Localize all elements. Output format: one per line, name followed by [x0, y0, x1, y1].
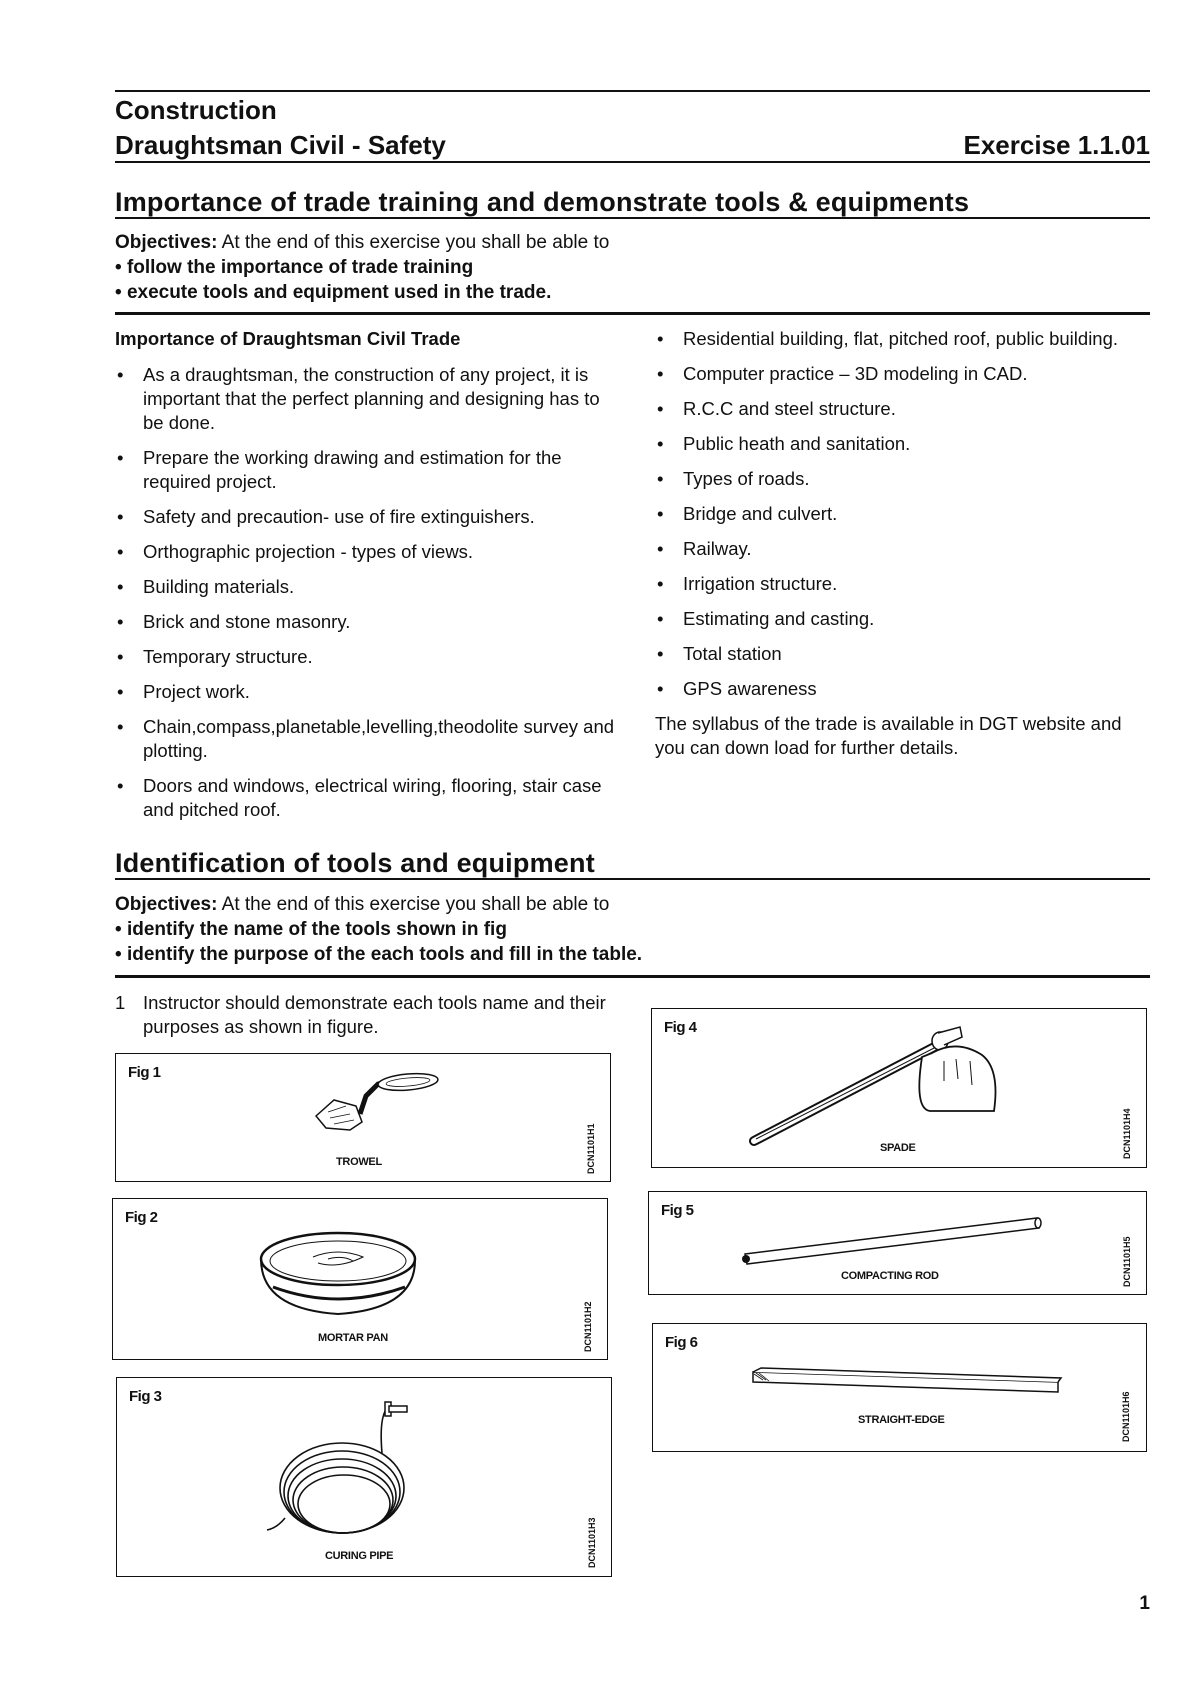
section2-title-rule: [115, 878, 1150, 880]
figure-caption: MORTAR PAN: [318, 1332, 388, 1344]
figure-caption: CURING PIPE: [325, 1550, 394, 1562]
right-bullet-list: [655, 327, 1150, 701]
figure-spade: [651, 1008, 1147, 1168]
figure-curing-pipe: [116, 1377, 612, 1577]
list-item: • Prepare the working drawing and estimation for the required project.: [115, 446, 620, 494]
list-item: • Public heath and sanitation.: [655, 432, 1150, 456]
objective-item: • identify the purpose of the each tools and fill in the table.: [115, 944, 643, 965]
header-subject: Construction: [115, 95, 277, 125]
step-text: Instructor should demonstrate each tools name and their purposes as shown in figure.: [143, 992, 606, 1037]
figure-label: Fig 3: [129, 1388, 162, 1405]
figure-code: DCN1101H3: [587, 1517, 597, 1568]
list-item: • Project work.: [115, 680, 620, 704]
figure-trowel: [115, 1053, 611, 1182]
section2-objectives: [115, 892, 642, 967]
list-item: • Bridge and culvert.: [655, 502, 1150, 526]
objective-item: • execute tools and equipment used in the trade.: [115, 282, 552, 303]
figure-code: DCN1101H6: [1121, 1391, 1131, 1442]
figure-caption: STRAIGHT-EDGE: [858, 1414, 945, 1426]
figure-code: DCN1101H1: [586, 1123, 596, 1174]
section1-objectives: [115, 230, 609, 305]
objectives-intro: At the end of this exercise you shall be able to: [217, 232, 610, 253]
list-item: • Orthographic projection - types of views.: [115, 540, 620, 564]
list-item: • Residential building, flat, pitched roof, public building.: [655, 327, 1150, 351]
list-item: • GPS awareness: [655, 677, 1150, 701]
list-item: • Estimating and casting.: [655, 607, 1150, 631]
list-item: • Total station: [655, 642, 1150, 666]
list-item: • Building materials.: [115, 575, 620, 599]
straight-edge-illustration: [653, 1324, 1146, 1451]
section2-title: Identification of tools and equipment: [115, 848, 595, 878]
list-item: • Temporary structure.: [115, 645, 620, 669]
right-column: [655, 327, 1150, 760]
page-number: 1: [1139, 1593, 1150, 1614]
list-item: • Computer practice – 3D modeling in CAD.: [655, 362, 1150, 386]
objectives-label: Objectives:: [115, 894, 218, 915]
curing-pipe-illustration: [117, 1378, 611, 1576]
section1-title: Importance of trade training and demonstrate tools & equipments: [115, 187, 970, 217]
objectives-rule: [115, 312, 1150, 315]
objectives-label: Objectives:: [115, 232, 218, 253]
step-number: 1: [115, 992, 126, 1013]
page: [115, 0, 1150, 1698]
header-bottom-rule: [115, 161, 1150, 163]
figure-label: Fig 5: [661, 1202, 694, 1219]
objective-item: • identify the name of the tools shown in fig: [115, 919, 507, 940]
list-item: • R.C.C and steel structure.: [655, 397, 1150, 421]
list-item: • Irrigation structure.: [655, 572, 1150, 596]
left-column: [115, 327, 620, 833]
list-item: • Types of roads.: [655, 467, 1150, 491]
figure-label: Fig 4: [664, 1019, 697, 1036]
left-bullet-list: [115, 363, 620, 822]
figure-label: Fig 2: [125, 1209, 158, 1226]
objectives-intro: At the end of this exercise you shall be able to: [217, 894, 610, 915]
subheading: Importance of Draughtsman Civil Trade: [115, 328, 461, 349]
figure-code: DCN1101H2: [583, 1301, 593, 1352]
list-item: • Railway.: [655, 537, 1150, 561]
header-top-rule: [115, 90, 1150, 92]
list-item: • As a draughtsman, the construction of any project, it is important that the perfect planning and designing has to be done.: [115, 363, 620, 435]
figure-code: DCN1101H5: [1122, 1236, 1132, 1287]
section1-title-rule: [115, 217, 1150, 219]
objective-item: • follow the importance of trade training: [115, 257, 474, 278]
figure-caption: COMPACTING ROD: [841, 1270, 939, 1282]
figure-caption: TROWEL: [336, 1156, 382, 1168]
syllabus-note: The syllabus of the trade is available in DGT website and you can down load for further details.: [655, 713, 1122, 758]
list-item: • Safety and precaution- use of fire extinguishers.: [115, 505, 620, 529]
step-1: [115, 991, 615, 1039]
figure-caption: SPADE: [880, 1142, 916, 1154]
figure-compacting-rod: [648, 1191, 1147, 1295]
header-trade: Draughtsman Civil - Safety: [115, 130, 446, 160]
figure-mortar-pan: [112, 1198, 608, 1360]
figure-code: DCN1101H4: [1122, 1108, 1132, 1159]
figure-straight-edge: [652, 1323, 1147, 1452]
figure-label: Fig 6: [665, 1334, 698, 1351]
list-item: • Brick and stone masonry.: [115, 610, 620, 634]
section2-objectives-rule: [115, 975, 1150, 978]
header-exercise-number: Exercise 1.1.01: [963, 130, 1150, 160]
figure-label: Fig 1: [128, 1064, 161, 1081]
list-item: • Doors and windows, electrical wiring, flooring, stair case and pitched roof.: [115, 774, 620, 822]
list-item: • Chain,compass,planetable,levelling,theodolite survey and plotting.: [115, 715, 620, 763]
